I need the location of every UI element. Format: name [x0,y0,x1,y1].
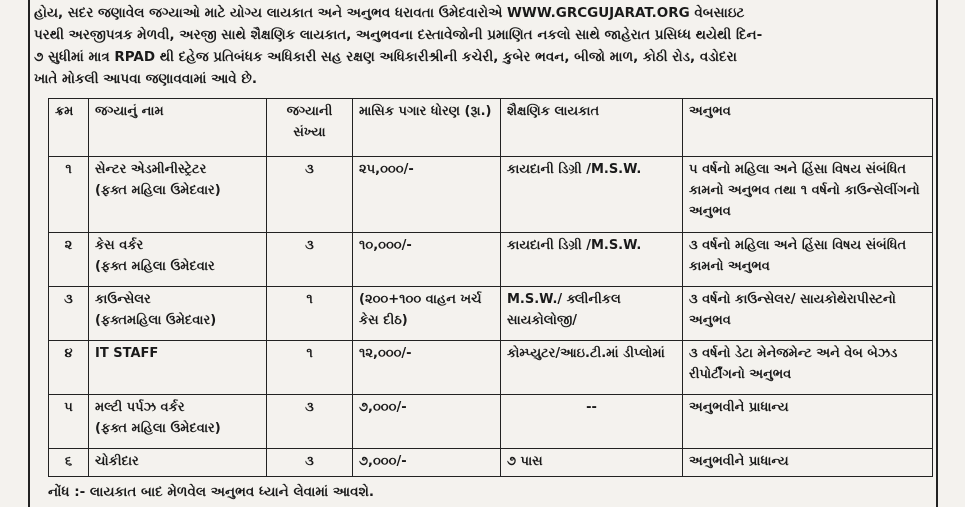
cell-post [89,287,267,341]
cell-count: ૩ [267,395,353,449]
footnote: નોંધ :- લાયકાત બાદ મેળવેલ અનુભવ ધ્યાને લેવામાં આવશે. [48,484,375,500]
intro-line: પરથી અરજીપત્રક મેળવી, અરજી સાથે શૈક્ષણિક લાયકાત, અનુભવના દસ્તાવેજોની પ્રમાણિત નકલો સાથે જાહેરાત પ્રસિધ્ધ થયેથી દિન- [34,27,763,43]
intro-line: ૭ સુધીમાં માત્ર RPAD થી દહેજ પ્રતિબંધક અધિકારી સહ રક્ષણ અધિકારીશ્રીની કચેરી, કુબેર ભવન, બીજો માળ, કોઠી રોડ, વડોદરા [34,49,737,65]
post-note: (ફક્તમહિલા ઉમેદવાર) [95,313,217,328]
post-name: સેન્ટર એડમીનીસ્ટ્રેટર [95,162,207,177]
post-note: (ફક્ત મહિલા ઉમેદવાર [95,259,215,274]
table-row [49,449,933,477]
table-row [49,341,933,395]
header-salary: માસિક પગાર ધોરણ (રૂા.) [353,99,501,157]
intro-paragraph [34,2,932,90]
cell-post [89,395,267,449]
table-header-row [49,99,933,157]
cell-sr: ૬ [49,449,89,477]
table-row [49,157,933,233]
cell-salary: ૭,૦૦૦/- [353,449,501,477]
cell-post [89,157,267,233]
cell-post [89,233,267,287]
post-name: IT STAFF [95,346,159,361]
cell-qualification: કોમ્પ્યુટર/આઇ.ટી.માં ડીપ્લોમાં [501,341,683,395]
cell-qualification: ૭ પાસ [501,449,683,477]
cell-count: ૩ [267,157,353,233]
post-note: (ફક્ત મહિલા ઉમેદવાર) [95,421,221,436]
cell-count: ૧ [267,341,353,395]
intro-line: ખાતે મોકલી આપવા જણાવવામાં આવે છે. [34,71,257,87]
cell-salary: (૨૦૦+૧૦૦ વાહન ખર્ચ કેસ દીઠ) [353,287,501,341]
header-count: જગ્યાની સંખ્યા [267,99,353,157]
cell-count: ૩ [267,449,353,477]
cell-experience: ૩ વર્ષનો ડેટા મેનેજમેન્ટ અને વેબ બેઝડ રીપોર્ટીંગનો અનુભવ [683,341,933,395]
cell-salary: ૭,૦૦૦/- [353,395,501,449]
cell-count: ૩ [267,233,353,287]
cell-experience: ૫ વર્ષનો મહિલા અને હિંસા વિષય સંબંધિત કામનો અનુભવ તથા ૧ વર્ષનો કાઉન્સેલીંગનો અનુભવ [683,157,933,233]
table-row [49,395,933,449]
post-name: મલ્ટી પર્પઝ વર્કર [95,400,185,415]
vacancy-table [48,98,933,477]
post-name: ચોકીદાર [95,454,139,469]
header-qualification: શૈક્ષણિક લાયકાત [501,99,683,157]
table-row [49,287,933,341]
cell-post [89,449,267,477]
post-name: કેસ વર્કર [95,238,144,253]
cell-salary: ૧૦,૦૦૦/- [353,233,501,287]
cell-qualification: M.S.W./ ક્લીનીકલ સાયકોલોજી/ [501,287,683,341]
header-sr: ક્રમ [49,99,89,157]
cell-count: ૧ [267,287,353,341]
cell-experience: અનુભવીને પ્રાધાન્ય [683,395,933,449]
cell-experience: અનુભવીને પ્રાધાન્ય [683,449,933,477]
cell-post [89,341,267,395]
post-note: (ફક્ત મહિલા ઉમેદવાર) [95,183,221,198]
post-name: કાઉન્સેલર [95,292,151,307]
cell-sr: ૧ [49,157,89,233]
table-row [49,233,933,287]
cell-salary: ૨૫,૦૦૦/- [353,157,501,233]
header-post: જગ્યાનું નામ [89,99,267,157]
cell-sr: ૪ [49,341,89,395]
header-experience: અનુભવ [683,99,933,157]
cell-sr: ૨ [49,233,89,287]
intro-line: હોય, સદર જણાવેલ જગ્યાઓ માટે યોગ્ય લાયકાત અને અનુભવ ધરાવતા ઉમેદવારોએ WWW.GRCGUJARAT.ORG વેબસાઇટ [34,5,745,21]
cell-sr: ૩ [49,287,89,341]
cell-qualification: -- [501,395,683,449]
cell-qualification: કાયદાની ડિગ્રી /M.S.W. [501,157,683,233]
cell-salary: ૧૨,૦૦૦/- [353,341,501,395]
cell-sr: ૫ [49,395,89,449]
cell-experience: ૩ વર્ષનો કાઉન્સેલર/ સાયકોથેરાપીસ્ટનો અનુભવ [683,287,933,341]
cell-qualification: કાયદાની ડિગ્રી /M.S.W. [501,233,683,287]
cell-experience: ૩ વર્ષનો મહિલા અને હિંસા વિષય સંબંધિત કામનો અનુભવ [683,233,933,287]
